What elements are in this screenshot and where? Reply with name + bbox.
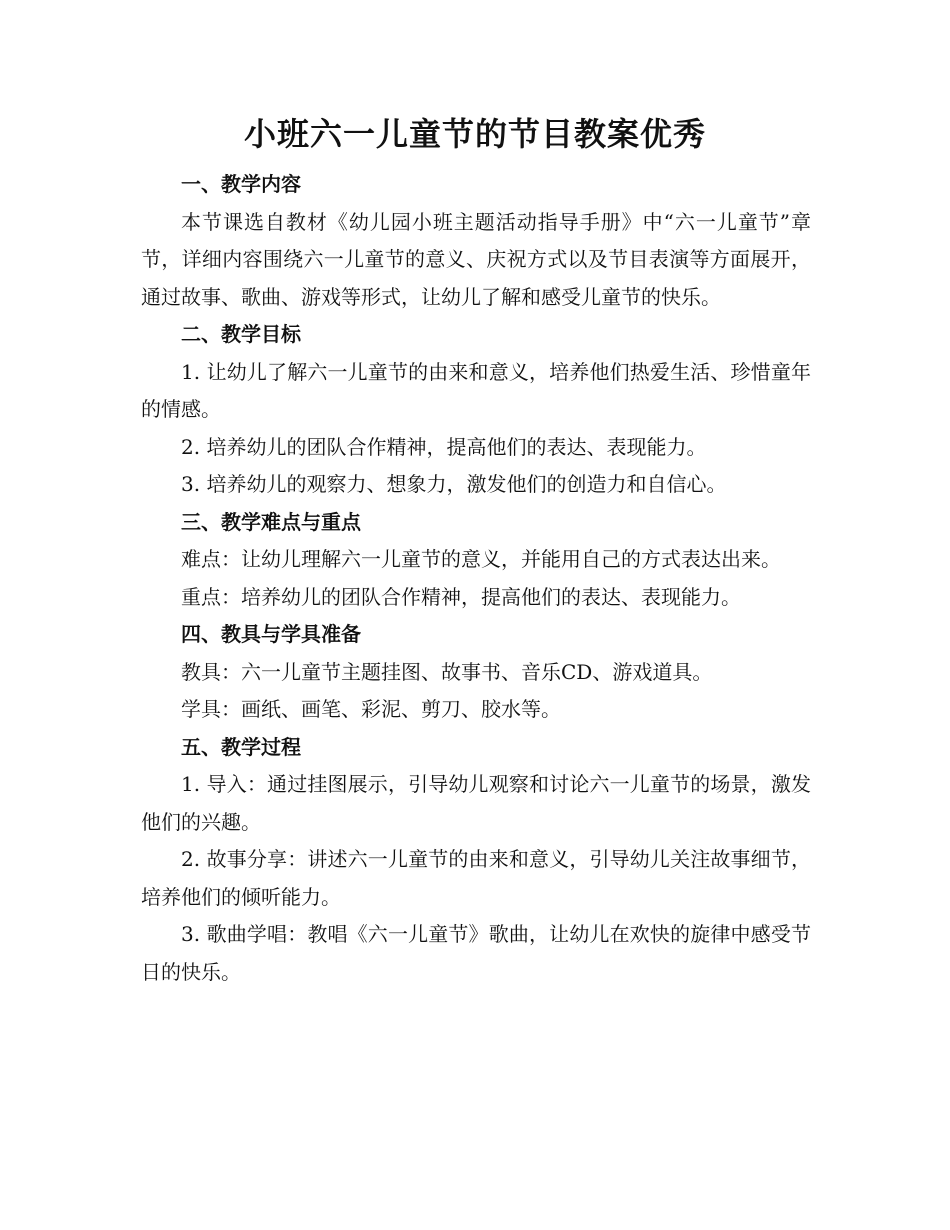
body-paragraph: 2. 培养幼儿的团队合作精神，提高他们的表达、表现能力。 [181, 434, 707, 459]
document-body [141, 166, 811, 991]
body-paragraph: 1. 让幼儿了解六一儿童节的由来和意义，培养他们热爱生活、珍惜童年的情感。 [141, 359, 811, 421]
body-paragraph: 教具：六一儿童节主题挂图、故事书、音乐CD、游戏道具。 [181, 659, 713, 684]
section-heading: 三、教学难点与重点 [181, 509, 361, 534]
body-paragraph: 学具：画纸、画笔、彩泥、剪刀、胶水等。 [181, 697, 561, 721]
body-paragraph: 本节课选自教材《幼儿园小班主题活动指导手册》中“六一儿童节”章节，详细内容围绕六一儿童节的意义、庆祝方式以及节目表演等方面展开，通过故事、歌曲、游戏等形式，让幼儿了解和感受儿童节的快乐。 [141, 209, 811, 309]
body-paragraph: 3. 歌曲学唱：教唱《六一儿童节》歌曲，让幼儿在欢快的旋律中感受节日的快乐。 [141, 922, 811, 984]
body-paragraph: 难点：让幼儿理解六一儿童节的意义，并能用自己的方式表达出来。 [181, 547, 781, 571]
document-title: 小班六一儿童节的节目教案优秀 [243, 115, 706, 153]
body-paragraph: 3. 培养幼儿的观察力、想象力，激发他们的创造力和自信心。 [181, 472, 727, 496]
body-paragraph: 重点：培养幼儿的团队合作精神，提高他们的表达、表现能力。 [181, 584, 741, 609]
section-heading: 五、教学过程 [181, 734, 301, 759]
body-paragraph: 1. 导入：通过挂图展示，引导幼儿观察和讨论六一儿童节的场景，激发他们的兴趣。 [141, 772, 811, 834]
section-heading: 四、教具与学具准备 [181, 622, 361, 646]
section-heading: 一、教学内容 [181, 172, 301, 196]
section-heading: 二、教学目标 [181, 322, 301, 346]
body-paragraph: 2. 故事分享：讲述六一儿童节的由来和意义，引导幼儿关注故事细节，培养他们的倾听能力。 [141, 847, 811, 909]
